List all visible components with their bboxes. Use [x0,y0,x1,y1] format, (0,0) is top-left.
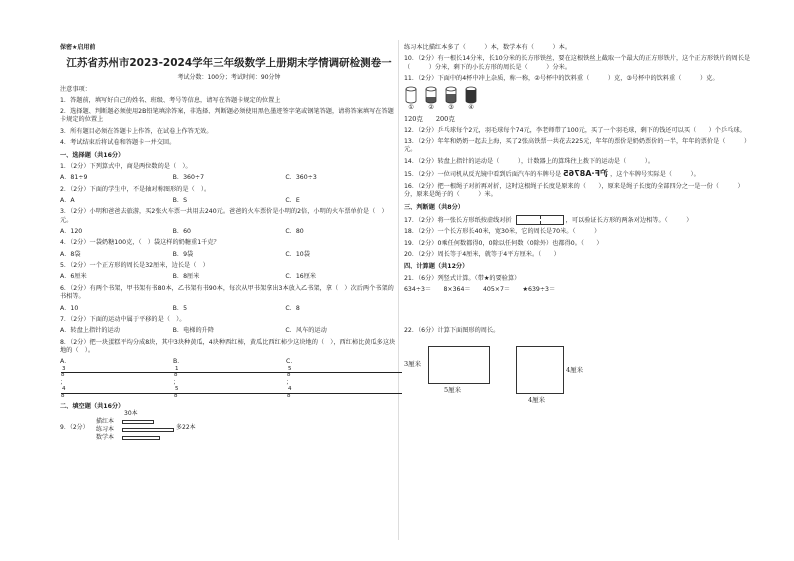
bar-exercise [122,428,174,432]
question-2 [60,186,398,206]
notice-item: 4．考试结束后将试卷和答题卡一并交回。 [60,139,176,147]
option-b: B．电梯的升降 [172,327,215,335]
question-label: 9．（2分） [60,424,89,432]
question-13: 13．（2分）年年和奶奶一起去上海，买了2张高铁票一共花去225元，年年的票价是奶奶票价的一半，年年的票价是（ ）元。 [404,137,751,154]
more-label: 多22本 [176,424,196,432]
question-20: 20．（2分）周长等于4厘米，就等于4平方厘米。（ ） [404,250,560,258]
fraction: $\frac{4}{8}$ [61,387,174,399]
section-heading-calc: 四、计算题（共12分） [404,263,469,271]
cup-icon [464,86,478,104]
option-a: A．6厘米 [60,273,87,281]
question-9-continued: 练习本比描红本多了（ ）本，数学本有（ ）本。 [404,44,572,51]
question-19: 19．（2分）0乘任何数都得0，0除以任何数（0除外）也都得0。（ ） [404,239,603,247]
option-c: C．80 [285,228,304,236]
fraction: $\frac{4}{8}$ [287,387,400,399]
fraction: $\frac{5}{8}$ [287,367,400,379]
option-a: A．转盘上指针的运动 [60,327,120,335]
left-column [60,44,398,446]
question-16: 16．（2分）把一根绳子对折再对折，这时这根绳子长度是原来的（ ），原来是绳子长度的全部四分之一是一份（ ）分，原来是绳子的（ ）米。 [404,182,744,199]
question-1 [60,163,398,183]
row-label: 练习本 [96,426,115,434]
shapes-figure [404,342,756,412]
question-15: 15．（2分）一位司机从反光镜中看到后面汽车的车牌号是 沪F·A8765 ，这个车牌号实际是（ ）。 [404,169,700,178]
notice-heading: 注意事项： [60,86,91,94]
options [60,327,398,335]
question-21-items: 634÷3＝ 8×364＝ 405×7＝ ★639÷3＝ [404,286,556,294]
square-shape [516,346,564,394]
option-c: C．风车的运动 [285,327,327,335]
rect-width-label: 5厘米 [444,385,462,394]
question-text: 1．（2分）下列算式中，商是两位数的是（ ）。 [60,162,192,170]
notice-item: 3．所有题目必须在答题卡上作答，在试卷上作答无效。 [60,127,213,135]
option-c: C．$\frac{5}{8}$；$\frac{4}{8}$ [286,358,399,399]
option-c: C．E [285,196,300,204]
fraction: $\frac{3}{8}$ [61,367,174,379]
mirrored-plate: 沪F·A8765 [563,169,609,178]
cup-icon [424,86,438,104]
cup: ④ [464,86,478,112]
option-c: C．360÷3 [285,174,317,182]
option-b: B．360÷7 [172,174,205,182]
row-label: 描红本 [96,418,115,426]
question-18: 18．（2分）一个长方形长40米，宽30米，它的周长是70米。（ ） [404,228,601,236]
options [60,197,398,205]
row-label: 数学本 [96,434,115,442]
option-a: A．A [60,196,75,204]
bar-describe [122,420,154,424]
rectangle-shape [428,346,490,384]
question-21: 21．（6分）列竖式计算。（带★的要验算） [404,274,521,282]
right-column [404,44,756,412]
cup: ① [404,86,418,112]
cup-icon [404,86,418,104]
notice-item: 1．答题前，填写好自己的姓名、班级、考号等信息，请写在答题卡规定的位置上 [60,96,281,104]
question-text: 7．（2分）下面的运动中属于平移的是（ ）。 [60,315,186,323]
option-a: A．120 [60,228,83,236]
bar-math [122,436,160,440]
question-6 [60,285,398,313]
question-14: 14．（2分）转盘上指针的运动是（ ），计数器上的算珠往上拨下的运动是（ ）。 [404,157,655,165]
option-b: B．8厘米 [172,273,200,281]
column-divider [398,40,399,540]
fraction: $\frac{5}{8}$ [174,387,287,399]
options [60,251,398,259]
question-7 [60,316,398,336]
section-heading-choice: 一、选择题（共16分） [60,151,125,159]
section-heading-judge: 三、判断题（共8分） [404,203,464,211]
option-b: B．S [172,196,188,204]
square-width-label: 4厘米 [528,395,546,404]
question-text: 4．（2分）一袋奶糖100克，（ ）袋这样的奶糖重1千克？ [60,239,220,247]
option-a: A．8袋 [60,250,81,258]
rect-height-label: 3厘米 [404,359,422,368]
total-label: 30本 [124,410,138,418]
question-4 [60,239,398,259]
option-c: C．8 [285,304,300,312]
question-5 [60,262,398,282]
option-a: A．81÷9 [60,174,88,182]
question-10: 10．（2分）有一根长14分米，长10分米的长方形铁丝，要在这根铁丝上截取一个最大的正方形铁片，这个正方形铁片的周长是（ ）分米，剩下的小长方形的周长是（ ）分米。 [404,55,751,71]
working-space [404,297,756,327]
exam-meta: 考试分数：100分；考试时间：90分钟 [177,74,281,82]
option-b: B．$\frac{1}{8}$；$\frac{5}{8}$ [173,358,286,399]
section-heading-fill: 二、填空题（共16分） [60,403,125,411]
question-text: 6．（2分）有两个书架，甲书架有书80本，乙书架有书90本，每次从甲书架拿出3本放入乙书架，拿（ ）次后两个书架的书相等。 [60,284,394,301]
question-text: 2．（2分）下面的学生中，不是轴对称图形的是（ ）。 [60,185,211,193]
cup-icon [444,86,458,104]
cups-figure [404,86,756,112]
options [60,174,398,182]
question-text: 8．（2分）把一块蛋糕平均分成8块，其中3块种黄瓜，4块种西红柿，黄瓜比西红柿少这块地的（ ），西红柿比黄瓜多这块地的（ ）。 [60,338,396,354]
options [60,228,398,236]
question-text: 3．（2分）小明和爸爸去旅游，买2张火车票一共用去240元。爸爸的火车票价是小明的2倍，小明的火车票单价是（ ）元。 [60,208,388,224]
question-12: 12．（2分）乒乓球每个2元，羽毛球每个74元，李老师带了100元，买了一个羽毛球，剩下的钱还可以买（ ）个乒乓球。 [404,126,746,134]
folded-paper [516,215,564,225]
question-8 [60,339,398,399]
option-a: A．10 [60,304,79,312]
question-22: 22．（6分）计算下面图形的周长。 [404,327,500,335]
cup: ③ [444,86,458,112]
mass-labels: 120克 200克 [404,114,455,123]
options [60,305,398,313]
option-c: C．16厘米 [285,273,317,281]
option-a: A．$\frac{3}{8}$；$\frac{4}{8}$ [60,358,173,399]
cup: ② [424,86,438,112]
options [60,273,398,281]
question-3 [60,208,398,236]
secret-mark: 保密★启用前 [60,44,96,51]
square-height-label: 4厘米 [566,365,584,374]
option-c: C．10袋 [285,250,310,258]
option-b: B．5 [172,304,188,312]
question-11: 11．（2分）下面中的4杯中冲上杂质，称一称，②号杯中的饮料重（ ）克，③号杯中的饮料重（ ）克。 [404,75,719,83]
option-b: B．60 [172,228,191,236]
question-17: 17．（2分）将一张长方形纸按虚线对折 ，可以验证长方形的两条对边相等。（ ） [404,216,693,224]
question-9-diagram [60,410,398,442]
option-b: B．9袋 [172,250,194,258]
question-text: 5．（2分）一个正方形的周长是32厘米，边长是（ ） [60,262,209,270]
page-title: 江苏省苏州市2023-2024学年三年级数学上册期末学情调研检测卷一 [66,57,392,70]
fraction: $\frac{1}{8}$ [174,367,287,379]
options [60,358,398,399]
notice-item: 2．选择题、判断题必须使用2B铅笔填涂答案，非选择、判断题必须使用黑色墨迹签字笔或钢笔答题，请将答案填写在答题卡规定的位置上 [60,108,394,124]
